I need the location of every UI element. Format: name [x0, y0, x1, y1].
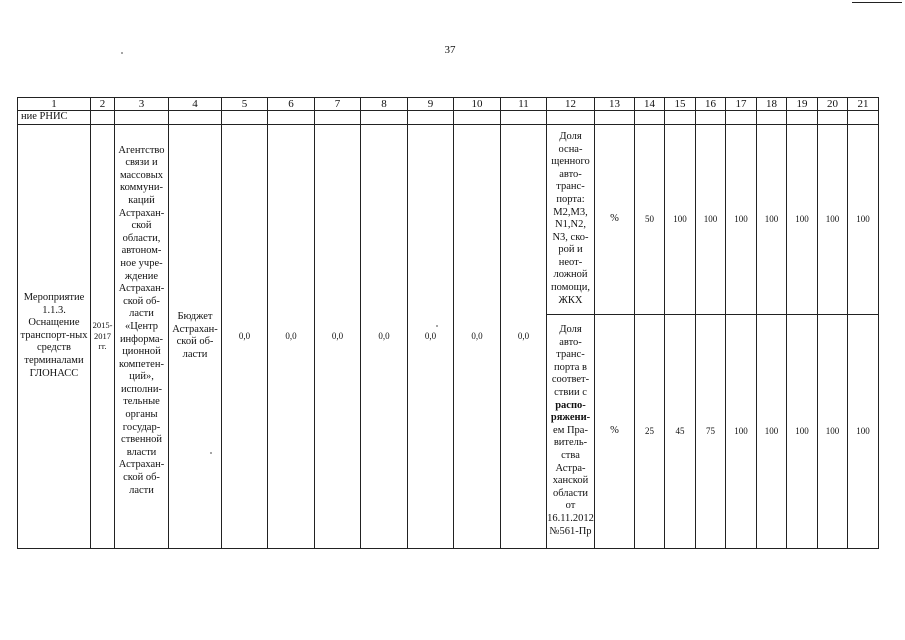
empty-cell [726, 111, 757, 125]
col-number: 13 [595, 98, 635, 111]
measure-row-indicator-1 [18, 124, 879, 314]
col-number: 19 [787, 98, 818, 111]
page-number: 37 [444, 44, 456, 56]
empty-cell [818, 111, 848, 125]
col-number: 14 [635, 98, 665, 111]
col-number: 2 [91, 98, 115, 111]
col-number: 1 [18, 98, 91, 111]
empty-cell [787, 111, 818, 125]
empty-cell [115, 111, 169, 125]
empty-cell [635, 111, 665, 125]
col-number: 6 [268, 98, 315, 111]
col-number: 5 [222, 98, 268, 111]
empty-cell [547, 111, 595, 125]
funding-source: Бюджет Астрахан-ской об-ласти [169, 124, 222, 548]
col-number: 9 [408, 98, 454, 111]
indicator-value: 25 [635, 314, 665, 548]
indicator-value: 100 [848, 314, 879, 548]
executor: Агентство связи и массовых коммуни-каций Астрахан-ской области, автоном-ное учре-ждение Астрахан-ской об-ласти «Центр информа-ционной компетен-ций», исполни-тельные органы государ-ственной власти Астрахан-ской об-ласти [115, 124, 169, 548]
col-number: 16 [696, 98, 726, 111]
scan-speck [121, 52, 123, 54]
indicator-value: 45 [665, 314, 696, 548]
empty-cell [454, 111, 501, 125]
col-number: 17 [726, 98, 757, 111]
col-number: 8 [361, 98, 408, 111]
empty-cell [315, 111, 361, 125]
empty-cell [848, 111, 879, 125]
indicator-unit: % [595, 124, 635, 314]
col-number: 15 [665, 98, 696, 111]
col-number: 7 [315, 98, 361, 111]
indicator-name-part: ем Пра-витель-ства Астра-ханской области от 16.11.2012 №561-Пр [547, 424, 594, 537]
col-number: 10 [454, 98, 501, 111]
indicator-value: 100 [726, 314, 757, 548]
value-cell: 0,0 [222, 124, 268, 548]
indicator-name-part: Доля авто-транс-порта в соответ-ствии с [551, 324, 590, 399]
indicator-value: 100 [757, 124, 787, 314]
empty-cell [501, 111, 547, 125]
empty-cell [757, 111, 787, 125]
empty-cell [169, 111, 222, 125]
value-cell: 0,0 [315, 124, 361, 548]
empty-cell [91, 111, 115, 125]
col-number: 21 [848, 98, 879, 111]
indicator-value: 100 [757, 314, 787, 548]
value-cell: 0,0 [501, 124, 547, 548]
indicator-name [547, 314, 595, 548]
value-cell: 0,0 [268, 124, 315, 548]
empty-cell [665, 111, 696, 125]
measure-name: Мероприятие 1.1.3. Оснащение транспорт-ных средств терминалами ГЛОНАСС [18, 124, 91, 548]
continued-label: ние РНИС [18, 111, 91, 125]
empty-cell [268, 111, 315, 125]
col-number: 11 [501, 98, 547, 111]
empty-cell [408, 111, 454, 125]
indicator-name-bold-part: распо-ряжени- [550, 399, 591, 424]
program-table [17, 97, 879, 549]
column-number-row [18, 98, 879, 111]
value-cell: 0,0 [408, 124, 454, 548]
indicator-value: 100 [818, 314, 848, 548]
empty-cell [696, 111, 726, 125]
col-number: 20 [818, 98, 848, 111]
col-number: 3 [115, 98, 169, 111]
indicator-value: 100 [696, 124, 726, 314]
empty-cell [361, 111, 408, 125]
value-cell: 0,0 [361, 124, 408, 548]
period: 2015-2017 гг. [91, 124, 115, 548]
col-number: 12 [547, 98, 595, 111]
indicator-name: Доля осна-щенного авто-транс-порта: М2,М3, N1,N2, N3, ско-рой и неот-ложной помощи, ЖКХ [547, 124, 595, 314]
col-number: 4 [169, 98, 222, 111]
indicator-value: 100 [665, 124, 696, 314]
empty-cell [222, 111, 268, 125]
indicator-unit: % [595, 314, 635, 548]
empty-cell [595, 111, 635, 125]
top-edge-line [852, 2, 902, 3]
value-cell: 0,0 [454, 124, 501, 548]
indicator-value: 100 [787, 124, 818, 314]
indicator-value: 100 [848, 124, 879, 314]
continued-row [18, 111, 879, 125]
indicator-value: 75 [696, 314, 726, 548]
col-number: 18 [757, 98, 787, 111]
indicator-value: 100 [726, 124, 757, 314]
indicator-value: 100 [818, 124, 848, 314]
indicator-value: 50 [635, 124, 665, 314]
indicator-value: 100 [787, 314, 818, 548]
